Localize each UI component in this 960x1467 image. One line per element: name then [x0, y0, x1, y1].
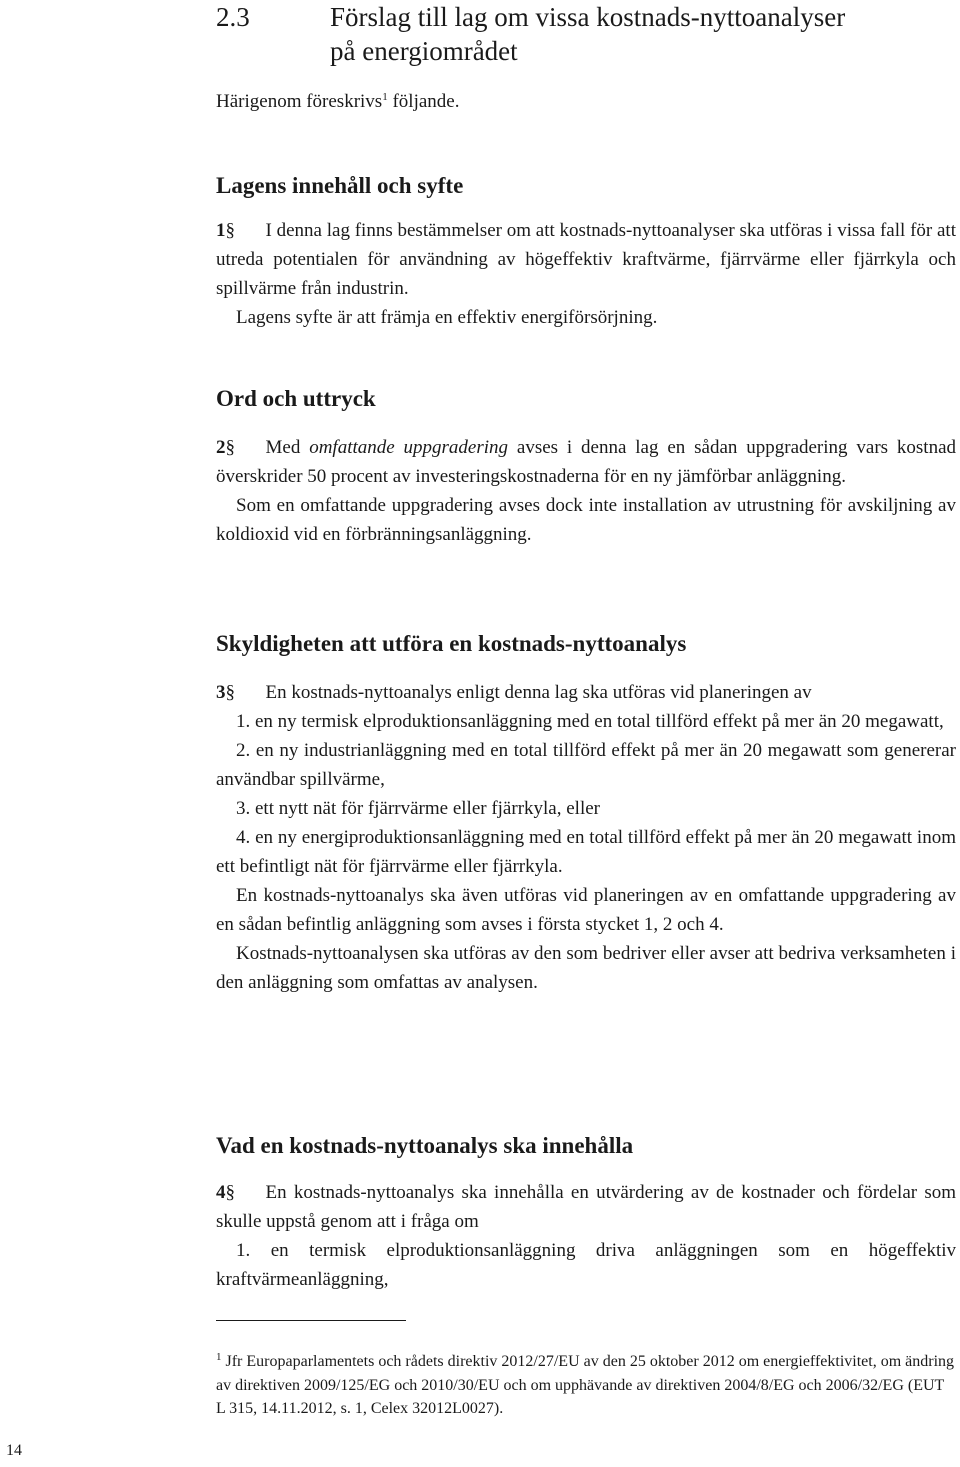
footnote-marker: 1 [216, 1351, 222, 1363]
paragraph-text: En kostnads-nyttoanalys enligt denna lag ska utföras vid planeringen av [265, 682, 812, 703]
defined-term: omfattande uppgradering [309, 437, 509, 458]
intro-text [216, 89, 459, 115]
footnote-text: Jfr Europaparlamentets och rådets direktiv 2012/27/EU av den 25 oktober 2012 om energieffektivitet, om ändring av direktiven 2009/125/EG och 2010/30/EU och om upphävande av direktiven 2004/8/EG och 2006/32/EG (EUT L 315, 14.11.2012, s. 1, Celex 32012L0027). [216, 1353, 955, 1417]
paragraph-4 [216, 1178, 956, 1236]
section-sign: § [225, 682, 235, 703]
paragraph-number: 1 [216, 220, 226, 241]
section-skyldigheten [216, 629, 956, 997]
list-item: 4. en ny energiproduktionsanläggning med en total tillförd effekt på mer än 20 megawatt inom ett befintligt nät för fjärrvärme eller fjärrkyla. [216, 827, 956, 877]
paragraph-text-2: Som en omfattande uppgradering avses dock inte installation av utrustning för avskiljning av koldioxid vid en förbränningsanläggning. [216, 495, 956, 545]
paragraph-3 [216, 678, 956, 707]
section-ord-och-uttryck [216, 384, 956, 549]
list-item: 2. en ny industrianläggning med en total tillförd effekt på mer än 20 megawatt som genererar användbar spillvärme, [216, 740, 956, 790]
section-title: Skyldigheten att utföra en kostnads-nyttoanalys [216, 631, 687, 656]
paragraph-number: 3 [216, 682, 226, 703]
heading-number: 2.3 [216, 2, 250, 32]
intro-after: följande. [387, 91, 460, 112]
paragraph-2 [216, 433, 956, 491]
intro-before: Härigenom föreskrivs [216, 91, 383, 112]
section-title: Vad en kostnads-nyttoanalys ska innehålla [216, 1133, 634, 1158]
footnote [216, 1350, 956, 1421]
section-title: Ord och uttryck [216, 386, 376, 411]
paragraph-text: I denna lag finns bestämmelser om att kostnads-nyttoanalyser ska utföras i vissa fall för att utreda potentialen för användning av högeffektiv kraftvärme, fjärrvärme eller fjärrkyla och spillvärme från industrin. [216, 220, 956, 299]
section-vad-en-analys [216, 1131, 956, 1294]
section-sign: § [225, 1182, 235, 1203]
footnote-reference: 1 [382, 91, 388, 103]
paragraph-number: 4 [216, 1182, 226, 1203]
list-item: 1. en termisk elproduktionsanläggning driva anläggningen som en högeffektiv kraftvärmeanläggning, [216, 1240, 956, 1290]
footnote-divider [216, 1320, 406, 1321]
page-number: 14 [6, 1442, 22, 1459]
paragraph-text-3: Kostnads-nyttoanalysen ska utföras av den som bedriver eller avser att bedriva verksamheten i den anläggning som omfattas av analysen. [216, 943, 956, 993]
paragraph-number: 2 [216, 437, 226, 458]
list-item: 1. en ny termisk elproduktionsanläggning med en total tillförd effekt på mer än 20 megawatt, [236, 711, 944, 732]
heading-title [330, 0, 950, 68]
paragraph-text-before: Med [265, 437, 310, 458]
section-lagens-innehall [216, 171, 956, 332]
heading-title-line2: på energiområdet [330, 36, 518, 66]
section-sign: § [225, 437, 235, 458]
section-title: Lagens innehåll och syfte [216, 173, 464, 198]
section-sign: § [225, 220, 235, 241]
list-item: 3. ett nytt nät för fjärrvärme eller fjärrkyla, eller [236, 798, 600, 819]
paragraph-text: En kostnads-nyttoanalys ska innehålla en utvärdering av de kostnader och fördelar som skulle uppstå genom att i fråga om [216, 1182, 956, 1232]
paragraph-text-after: avses i denna lag en sådan uppgradering vars kostnad överskrider 50 procent av investeringskostnaderna för en ny jämförbar anläggning. [216, 437, 957, 487]
heading-title-line1: Förslag till lag om vissa kostnads-nyttoanalyser [330, 2, 846, 32]
paragraph-text-2: Lagens syfte är att främja en effektiv energiförsörjning. [236, 307, 658, 328]
paragraph-1 [216, 216, 956, 303]
paragraph-text-2: En kostnads-nyttoanalys ska även utföras vid planeringen av en omfattande uppgradering av en sådan befintlig anläggning som avses i första stycket 1, 2 och 4. [216, 885, 956, 935]
